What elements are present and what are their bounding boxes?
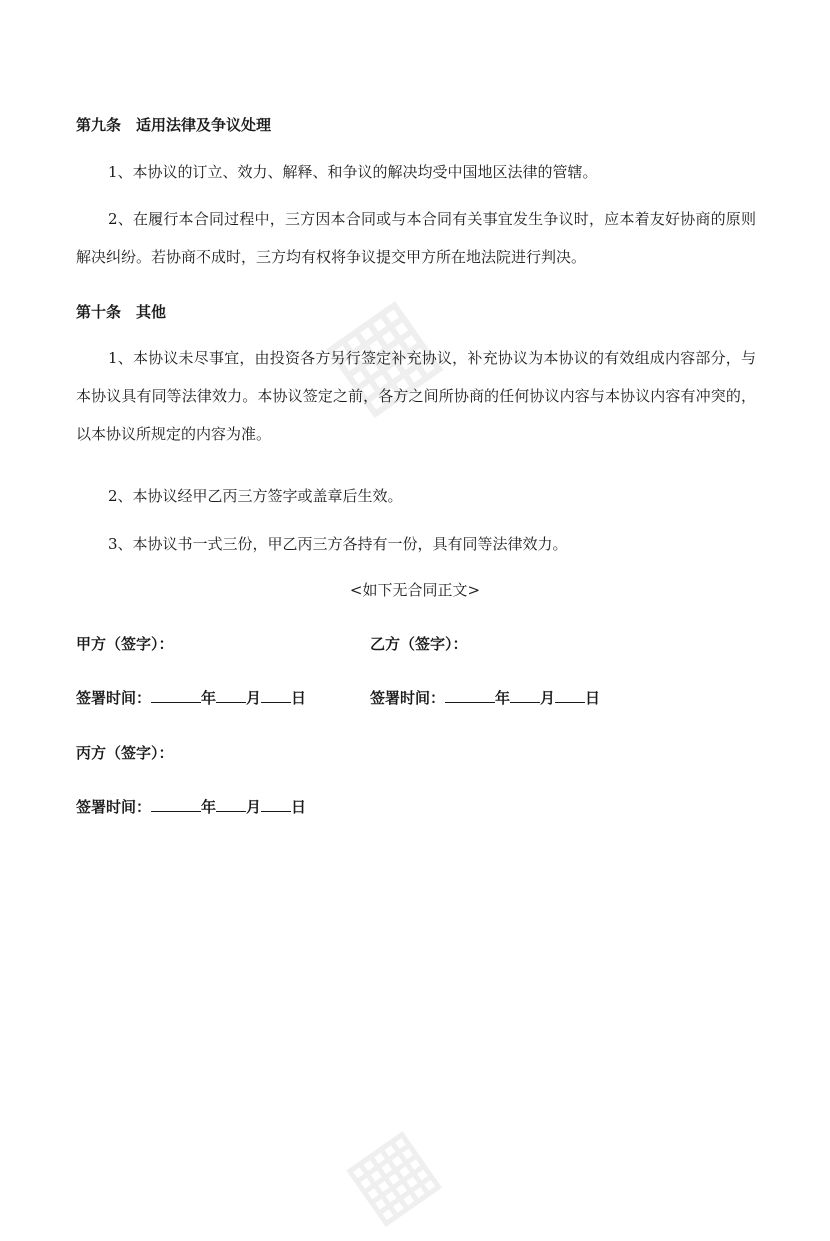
article-10-item-3: 3、本协议书一式三份，甲乙丙三方各持有一份，具有同等法律效力。: [108, 535, 568, 553]
month-blank[interactable]: [216, 797, 246, 812]
day-blank[interactable]: [261, 688, 291, 703]
date-label: 签署时间：: [76, 689, 152, 707]
party-b-signature-label: 乙方（签字）：: [370, 635, 468, 653]
month-blank[interactable]: [216, 688, 246, 703]
date-label: 签署时间：: [76, 798, 152, 816]
year-blank[interactable]: [445, 688, 495, 703]
month-blank[interactable]: [510, 688, 540, 703]
article-10-item-2: 2、本协议经甲乙丙三方签字或盖章后生效。: [108, 487, 403, 505]
year-blank[interactable]: [151, 797, 201, 812]
month-label: 月: [540, 689, 556, 707]
watermark-graphic: ▦: [300, 269, 459, 435]
article-10-item-1: 1、本协议未尽事宜，由投资各方另行签定补充协议，补充协议为本协议的有效组成内容部分，与本协议具有同等法律效力。本协议签定之前，各方之间所协商的任何协议内容与本协议内容有冲突的，以本协议所规定的内容为准。: [76, 349, 756, 443]
article-9-item-1: 1、本协议的订立、效力、解释、和争议的解决均受中国地区法律的管辖。: [108, 163, 598, 181]
party-b-date-line: [370, 687, 600, 708]
article-9-item-2: 2、在履行本合同过程中，三方因本合同或与本合同有关事宜发生争议时，应本着友好协商的原则解决纠纷。若协商不成时，三方均有权将争议提交甲方所在地法院进行判决。: [76, 210, 756, 266]
date-label: 签署时间：: [370, 689, 446, 707]
party-a-signature-label: 甲方（签字）：: [76, 635, 174, 653]
party-c-date-line: [76, 796, 306, 817]
day-label: 日: [291, 798, 307, 816]
day-label: 日: [585, 689, 601, 707]
party-a-date-line: [76, 687, 306, 708]
year-label: 年: [201, 798, 217, 816]
end-of-contract-note: <如下无合同正文>: [349, 581, 481, 599]
month-label: 月: [246, 798, 262, 816]
year-label: 年: [495, 689, 511, 707]
day-blank[interactable]: [555, 688, 585, 703]
day-blank[interactable]: [261, 797, 291, 812]
article-9-heading: 第九条 适用法律及争议处理: [76, 116, 272, 134]
day-label: 日: [291, 689, 307, 707]
watermark-graphic-bottom: ▦: [325, 1105, 456, 1241]
party-c-signature-label: 丙方（签字）：: [76, 744, 174, 762]
article-10-heading: 第十条 其他: [76, 303, 167, 321]
year-label: 年: [201, 689, 217, 707]
year-blank[interactable]: [151, 688, 201, 703]
month-label: 月: [246, 689, 262, 707]
